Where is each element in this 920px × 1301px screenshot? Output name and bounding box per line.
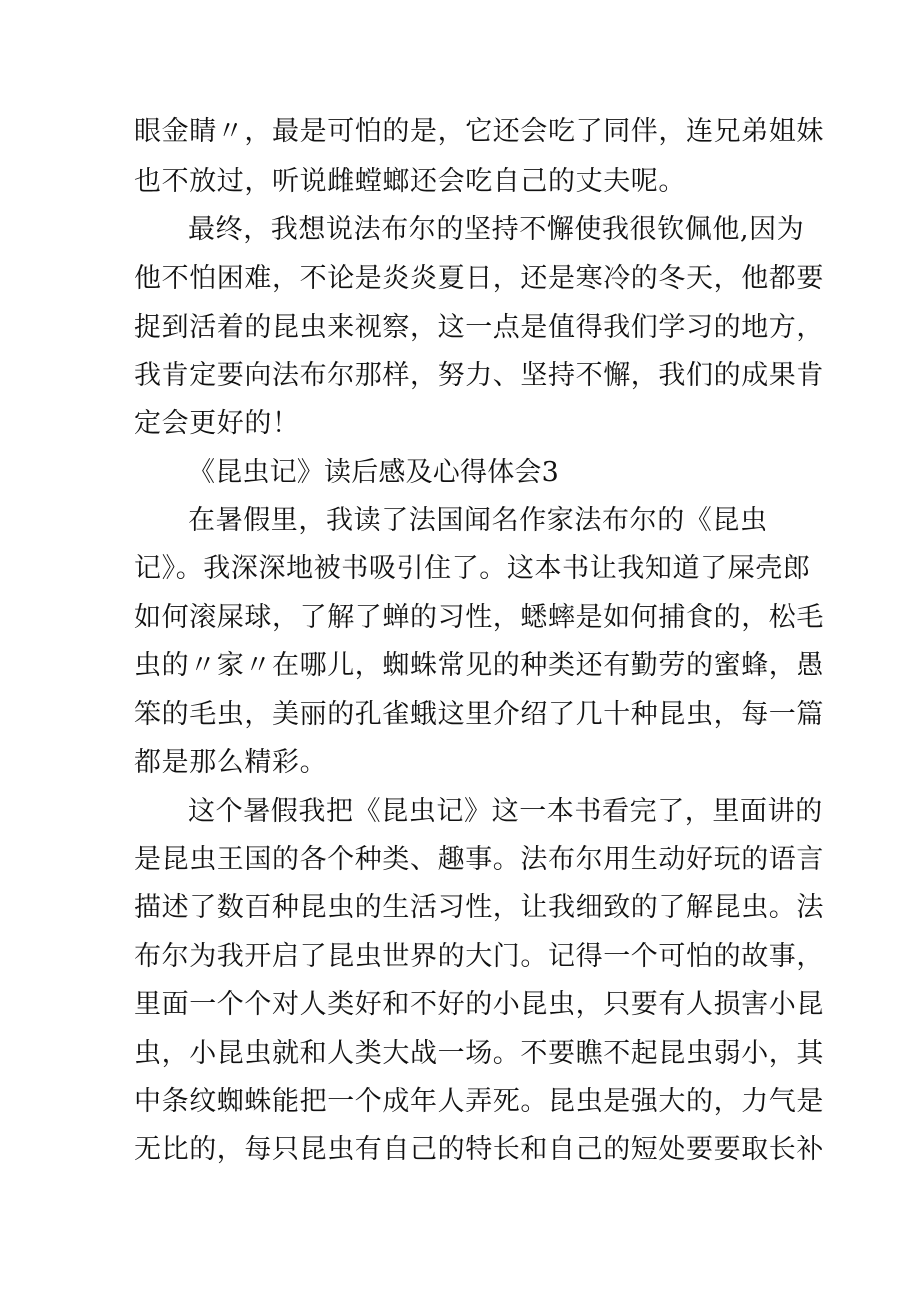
text-line: 眼金睛〃，最是可怕的是，它还会吃了同伴，连兄弟姐妹	[134, 116, 824, 147]
text-line: 都是那么精彩。	[134, 747, 328, 778]
text-line: 虫的〃家〃在哪儿，蜘蛛常见的种类还有勤劳的蜜蜂，愚	[134, 650, 824, 681]
text-line: 在暑假里，我读了法国闻名作家法布尔的《昆虫	[188, 505, 768, 536]
text-line: 定会更好的！	[134, 408, 300, 439]
text-line: 如何滚屎球，了解了蝉的习性，蟋蟀是如何捕食的，松毛	[134, 602, 824, 633]
text-line: 最终，我想说法布尔的坚持不懈使我很钦佩他,因为	[188, 214, 805, 245]
text-line: 也不放过，听说雌螳螂还会吃自己的丈夫呢。	[134, 166, 686, 197]
text-line: 无比的，每只昆虫有自己的特长和自己的短处要要取长补	[134, 1134, 824, 1165]
text-line: 虫，小昆虫就和人类大战一场。不要瞧不起昆虫弱小，其	[134, 1038, 824, 1069]
text-line: 记》。我深深地被书吸引住了。这本书让我知道了屎壳郎	[134, 553, 811, 584]
text-line: 里面一个个对人类好和不好的小昆虫，只要有人损害小昆	[134, 989, 824, 1020]
text-line: 是昆虫王国的各个种类、趣事。法布尔用生动好玩的语言	[134, 844, 824, 875]
text-line: 描述了数百种昆虫的生活习性，让我细致的了解昆虫。法	[134, 892, 824, 923]
text-line: 捉到活着的昆虫来视察，这一点是值得我们学习的地方，	[134, 312, 824, 343]
text-line: 笨的毛虫，美丽的孔雀蛾这里介绍了几十种昆虫，每一篇	[134, 699, 824, 730]
text-line: 这个暑假我把《昆虫记》这一本书看完了，里面讲的	[188, 796, 823, 827]
section-heading: 《昆虫记》读后感及心得体会3	[188, 457, 559, 488]
text-line: 我肯定要向法布尔那样，努力、坚持不懈，我们的成果肯	[134, 360, 824, 391]
text-line: 中条纹蜘蛛能把一个成年人弄死。昆虫是强大的，力气是	[134, 1086, 824, 1117]
text-line: 他不怕困难，不论是炎炎夏日，还是寒冷的冬天，他都要	[134, 263, 824, 294]
text-line: 布尔为我开启了昆虫世界的大门。记得一个可怕的故事，	[134, 941, 824, 972]
